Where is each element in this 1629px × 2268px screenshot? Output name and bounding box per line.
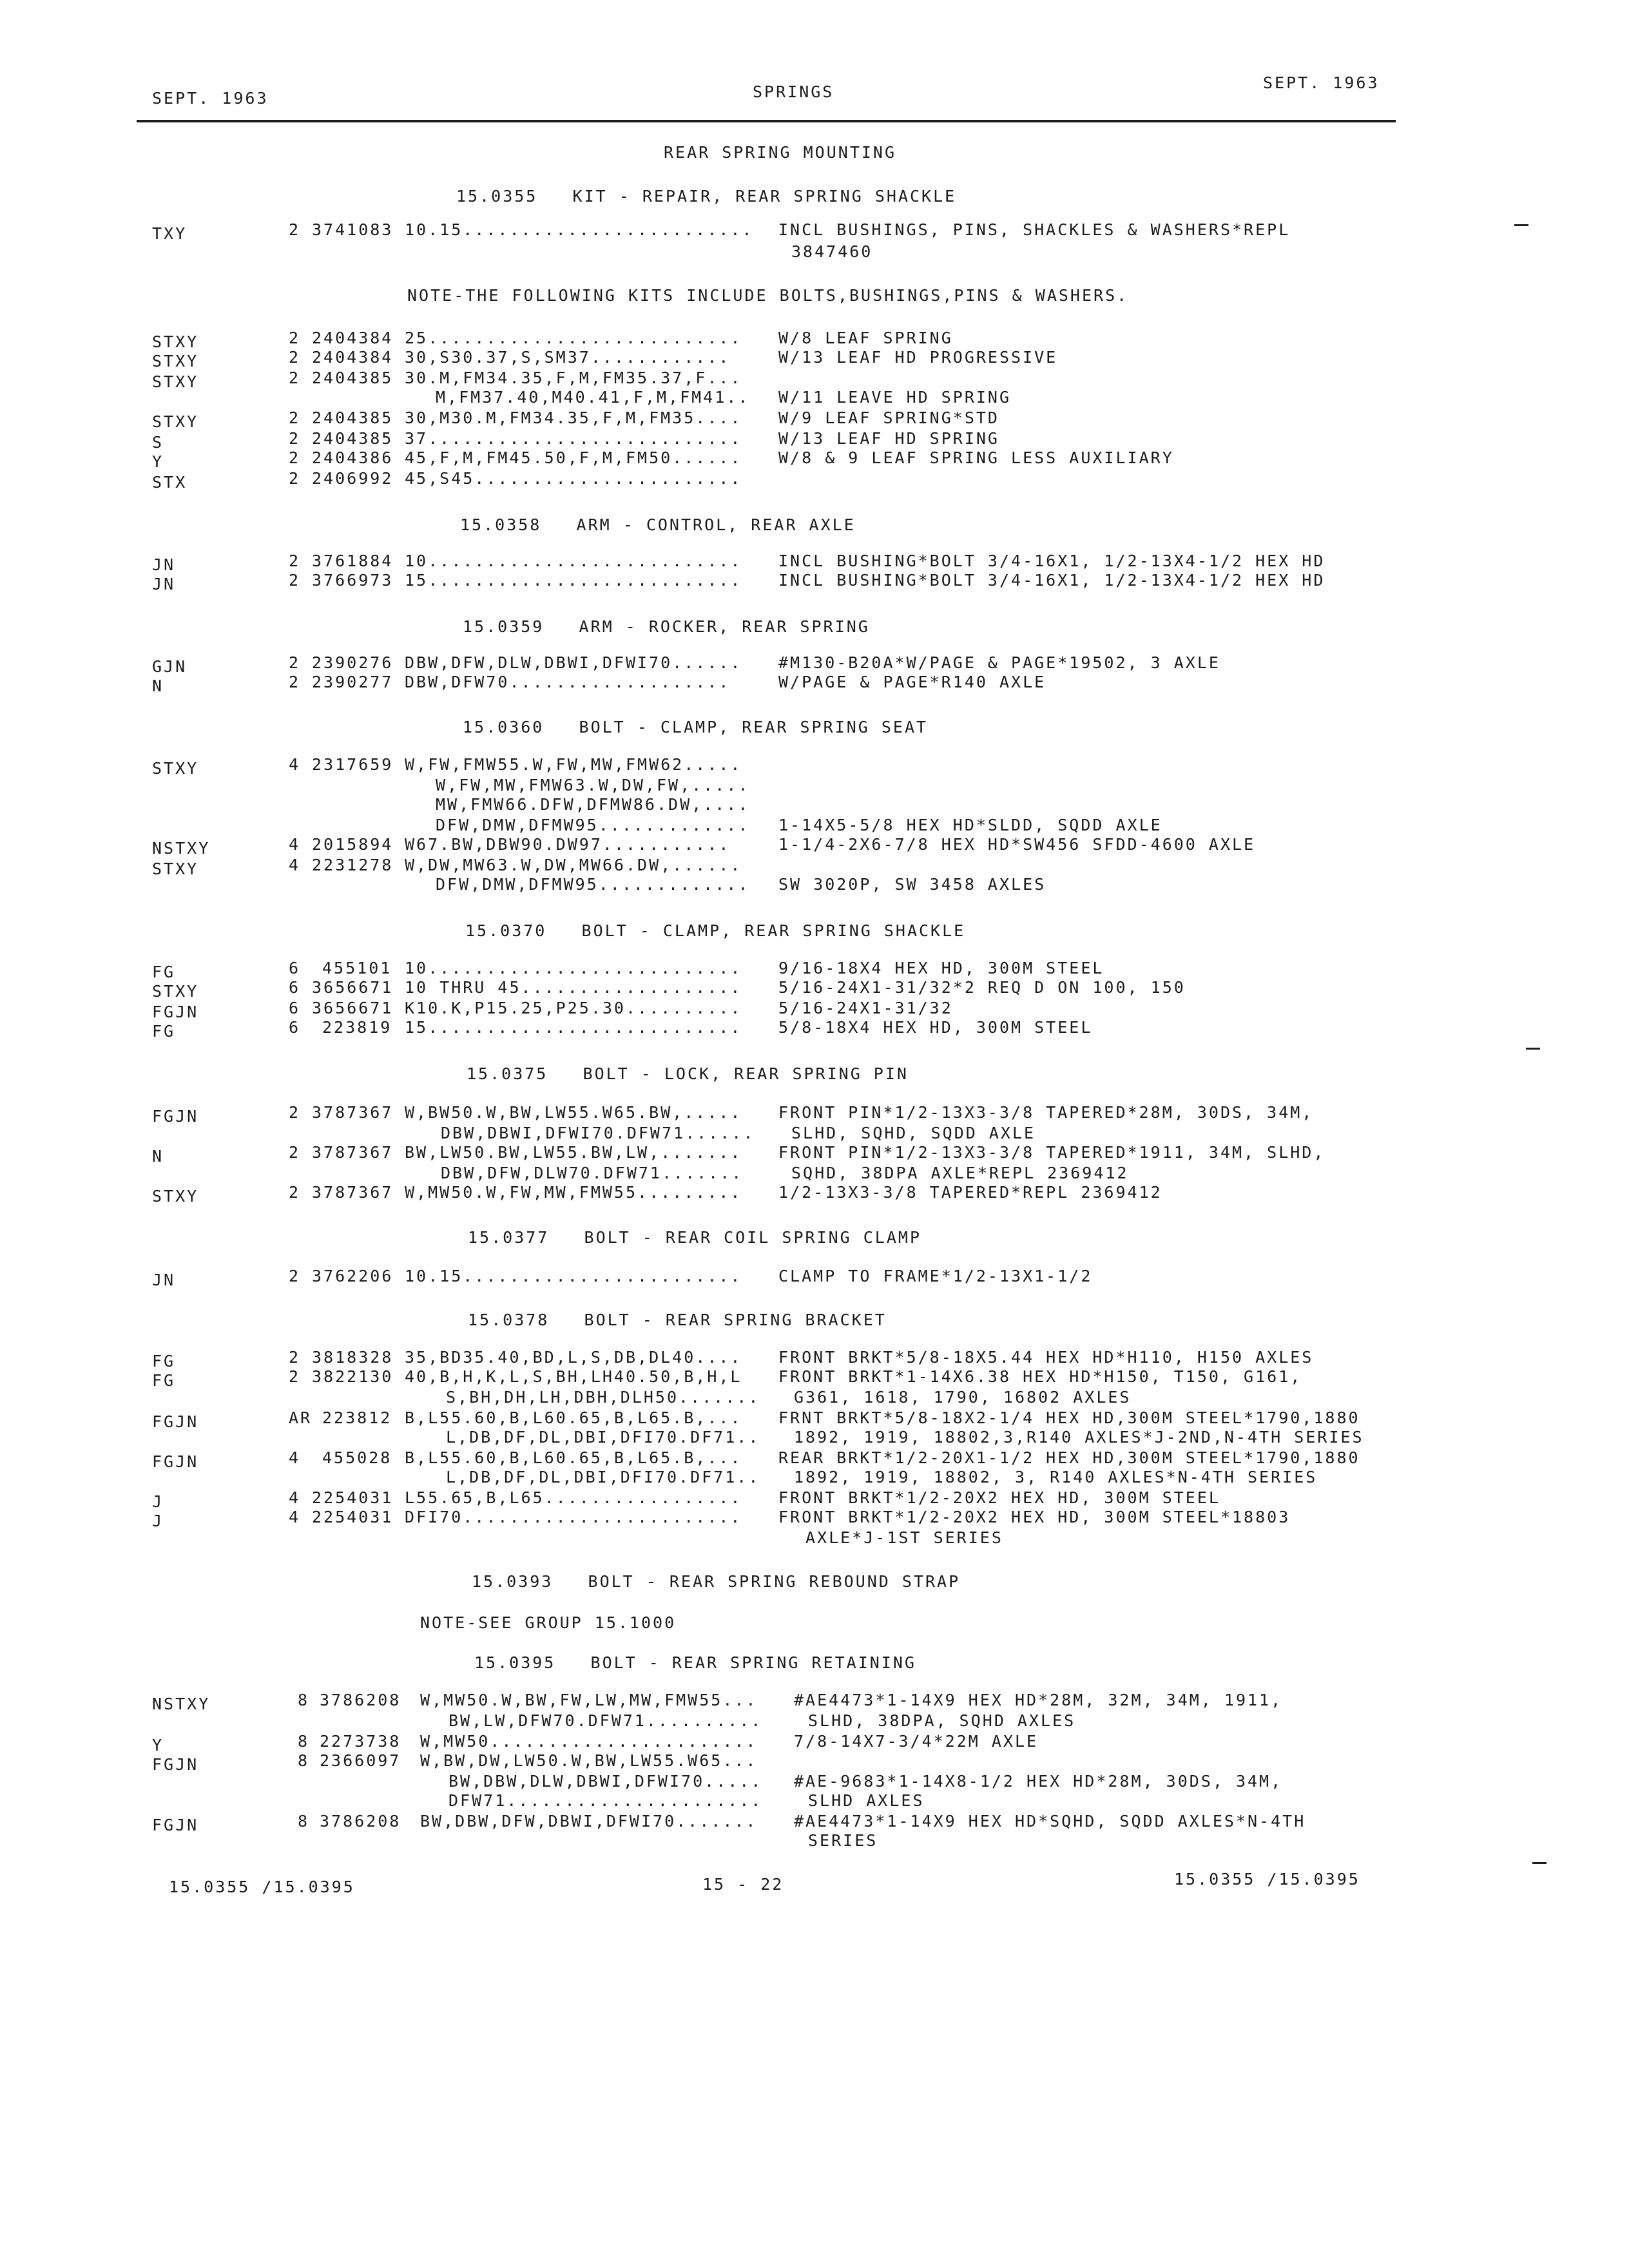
table-row: DBW,DFW,DLW70.DFW71....... SQHD, 38DPA AXLE*REPL 2369412 bbox=[441, 1164, 1129, 1182]
footer-right-range: 15.0355 /15.0395 bbox=[1174, 1870, 1360, 1888]
table-row: JN 2 3766973 15........................... INCL BUSHING*BOLT 3/4-16X1, 1/2-13X4-1/2 HEX HD bbox=[152, 571, 1325, 593]
table-row: FGJN 4 455028 B,L55.60,B,L60.65,B,L65.B,... REAR BRKT*1/2-20X1-1/2 HEX HD,300M STEEL*1790,1880 bbox=[152, 1448, 1360, 1471]
table-row: S,BH,DH,LH,DBH,DLH50....... G361, 1618, 1790, 16802 AXLES bbox=[446, 1388, 1132, 1407]
header-left-date: SEPT. 1963 bbox=[152, 89, 269, 108]
table-row: L,DB,DF,DL,DBI,DFI70.DF71.. 1892, 1919, 18802, 3, R140 AXLES*N-4TH SERIES bbox=[446, 1468, 1318, 1486]
table-row: STXY 2 2404384 30,S30.37,S,SM37............ W/13 LEAF HD PROGRESSIVE bbox=[152, 348, 1058, 370]
table-row: STXY 2 2404385 30.M,FM34.35,F,M,FM35.37,F... bbox=[152, 369, 742, 391]
table-row: W,FW,MW,FMW63.W,DW,FW,..... bbox=[436, 776, 750, 794]
table-row: NSTXY 8 3786208 W,MW50.W,BW,FW,LW,MW,FMW55... #AE4473*1-14X9 HEX HD*28M, 32M, 34M, 1911, bbox=[152, 1691, 1283, 1713]
table-row: BW,LW,DFW70.DFW71.......... SLHD, 38DPA, SQHD AXLES bbox=[448, 1711, 1076, 1730]
section-heading-15-0355: 15.0355 KIT - REPAIR, REAR SPRING SHACKLE bbox=[456, 187, 957, 206]
table-row: Y 8 2273738 W,MW50....................... 7/8-14X7-3/4*22M AXLE bbox=[152, 1732, 1039, 1754]
section-heading-15-0358: 15.0358 ARM - CONTROL, REAR AXLE bbox=[460, 515, 856, 534]
section-heading-15-0377: 15.0377 BOLT - REAR COIL SPRING CLAMP bbox=[468, 1228, 922, 1247]
table-row: FGJN 2 3787367 W,BW50.W,BW,LW55.W65.BW,..... FRONT PIN*1/2-13X3-3/8 TAPERED*28M, 30DS, 34M, bbox=[152, 1103, 1314, 1126]
footer-page-number: 15 - 22 bbox=[702, 1875, 784, 1894]
section-heading-15-0378: 15.0378 BOLT - REAR SPRING BRACKET bbox=[468, 1311, 887, 1329]
table-row: STX 2 2406992 45,S45....................... bbox=[152, 469, 742, 492]
table-row: DBW,DBWI,DFWI70.DFW71...... SLHD, SQHD, SQDD AXLE bbox=[441, 1124, 1036, 1142]
table-row: DFW,DMW,DFMW95............. SW 3020P, SW 3458 AXLES bbox=[436, 875, 1046, 894]
section-heading-15-0370: 15.0370 BOLT - CLAMP, REAR SPRING SHACKLE bbox=[465, 921, 966, 940]
margin-tick-mark bbox=[1532, 1862, 1547, 1864]
table-row: BW,DBW,DLW,DBWI,DFWI70..... #AE-9683*1-14X8-1/2 HEX HD*28M, 30DS, 34M, bbox=[448, 1772, 1283, 1791]
margin-tick-mark bbox=[1526, 1048, 1540, 1050]
section-heading-15-0393: 15.0393 BOLT - REAR SPRING REBOUND STRAP bbox=[472, 1572, 961, 1591]
table-row: JN 2 3761884 10........................... INCL BUSHING*BOLT 3/4-16X1, 1/2-13X4-1/2 HEX HD bbox=[152, 552, 1325, 574]
table-row: STXY 6 3656671 10 THRU 45................... 5/16-24X1-31/32*2 REQ D ON 100, 150 bbox=[152, 978, 1186, 1001]
table-row: L,DB,DF,DL,DBI,DFI70.DF71.. 1892, 1919, 18802,3,R140 AXLES*J-2ND,N-4TH SERIES bbox=[446, 1428, 1364, 1446]
table-row: FG 2 3818328 35,BD35.40,BD,L,S,DB,DL40.... FRONT BRKT*5/8-18X5.44 HEX HD*H110, H150 AXLES bbox=[152, 1348, 1314, 1370]
table-row: STXY 2 3787367 W,MW50.W,FW,MW,FMW55......... 1/2-13X3-3/8 TAPERED*REPL 2369412 bbox=[152, 1183, 1162, 1206]
note-see-group: NOTE-SEE GROUP 15.1000 bbox=[420, 1613, 677, 1632]
table-row: FGJN AR 223812 B,L55.60,B,L60.65,B,L65.B,... FRNT BRKT*5/8-18X2-1/4 HEX HD,300M STEEL*1790,1880 bbox=[152, 1408, 1360, 1431]
table-row: STXY 4 2317659 W,FW,FMW55.W,FW,MW,FMW62..... bbox=[152, 755, 742, 778]
table-row: 3847460 bbox=[791, 242, 873, 261]
header-section-name: SPRINGS bbox=[753, 82, 834, 101]
table-row: J 4 2254031 L55.65,B,L65................. FRONT BRKT*1/2-20X2 HEX HD, 300M STEEL bbox=[152, 1488, 1220, 1511]
page-title: REAR SPRING MOUNTING bbox=[664, 143, 897, 162]
table-row: STXY 2 2404385 30,M30.M,FM34.35,F,M,FM35.... W/9 LEAF SPRING*STD bbox=[152, 408, 999, 431]
section-heading-15-0360: 15.0360 BOLT - CLAMP, REAR SPRING SEAT bbox=[463, 718, 929, 736]
table-row: J 4 2254031 DFI70........................ FRONT BRKT*1/2-20X2 HEX HD, 300M STEEL*18803 bbox=[152, 1508, 1291, 1530]
section-heading-15-0395: 15.0395 BOLT - REAR SPRING RETAINING bbox=[474, 1653, 916, 1672]
table-row: N 2 2390277 DBW,DFW70................... W/PAGE & PAGE*R140 AXLE bbox=[152, 673, 1046, 695]
header-right-date: SEPT. 1963 bbox=[1263, 73, 1380, 92]
table-row: FGJN 6 3656671 K10.K,P15.25,P25.30.......... 5/16-24X1-31/32 bbox=[152, 999, 953, 1021]
note-kits-include: NOTE-THE FOLLOWING KITS INCLUDE BOLTS,BUSHINGS,PINS & WASHERS. bbox=[407, 286, 1129, 305]
table-row: GJN 2 2390276 DBW,DFW,DLW,DBWI,DFWI70...... #M130-B20A*W/PAGE & PAGE*19502, 3 AXLE bbox=[152, 653, 1220, 676]
table-row: FG 6 223819 15........................... 5/8-18X4 HEX HD, 300M STEEL bbox=[152, 1018, 1093, 1041]
table-row: JN 2 3762206 10.15........................ CLAMP TO FRAME*1/2-13X1-1/2 bbox=[152, 1267, 1093, 1289]
section-heading-15-0359: 15.0359 ARM - ROCKER, REAR SPRING bbox=[463, 617, 870, 636]
table-row: N 2 3787367 BW,LW50.BW,LW55.BW,LW,....... FRONT PIN*1/2-13X3-3/8 TAPERED*1911, 34M, SLHD, bbox=[152, 1143, 1325, 1166]
table-row: STXY 2 2404384 25........................... W/8 LEAF SPRING bbox=[152, 329, 953, 351]
table-row: Y 2 2404386 45,F,M,FM45.50,F,M,FM50...... W/8 & 9 LEAF SPRING LESS AUXILIARY bbox=[152, 448, 1174, 471]
table-row: SERIES bbox=[808, 1831, 878, 1850]
table-row: FG 6 455101 10........................... 9/16-18X4 HEX HD, 300M STEEL bbox=[152, 959, 1104, 981]
margin-tick-mark bbox=[1514, 224, 1528, 226]
footer-left-range: 15.0355 /15.0395 bbox=[169, 1878, 355, 1896]
table-row: MW,FMW66.DFW,DFMW86.DW,.... bbox=[436, 795, 750, 814]
table-row: DFW71...................... SLHD AXLES bbox=[448, 1791, 925, 1810]
table-row: M,FM37.40,M40.41,F,M,FM41.. W/11 LEAVE HD SPRING bbox=[436, 388, 1012, 407]
table-row: DFW,DMW,DFMW95............. 1-14X5-5/8 HEX HD*SLDD, SQDD AXLE bbox=[436, 816, 1162, 834]
table-row: FGJN 8 2366097 W,BW,DW,LW50.W,BW,LW55.W65... bbox=[152, 1751, 758, 1774]
section-heading-15-0375: 15.0375 BOLT - LOCK, REAR SPRING PIN bbox=[467, 1064, 909, 1083]
table-row: TXY 2 3741083 10.15......................... INCL BUSHINGS, PINS, SHACKLES & WASHERS*REPL bbox=[152, 220, 1291, 243]
table-row: STXY 4 2231278 W,DW,MW63.W,DW,MW66.DW,...... bbox=[152, 856, 742, 878]
header-rule bbox=[137, 120, 1396, 122]
table-row: FG 2 3822130 40,B,H,K,L,S,BH,LH40.50,B,H,L FRONT BRKT*1-14X6.38 HEX HD*H150, T150, G161, bbox=[152, 1367, 1302, 1390]
table-row: NSTXY 4 2015894 W67.BW,DBW90.DW97........... 1-1/4-2X6-7/8 HEX HD*SW456 SFDD-4600 AXLE bbox=[152, 835, 1256, 858]
table-row: AXLE*J-1ST SERIES bbox=[805, 1528, 1003, 1547]
table-row: FGJN 8 3786208 BW,DBW,DFW,DBWI,DFWI70....... #AE4473*1-14X9 HEX HD*SQHD, SQDD AXLES*N-4TH bbox=[152, 1812, 1306, 1834]
table-row: S 2 2404385 37........................... W/13 LEAF HD SPRING bbox=[152, 429, 999, 452]
